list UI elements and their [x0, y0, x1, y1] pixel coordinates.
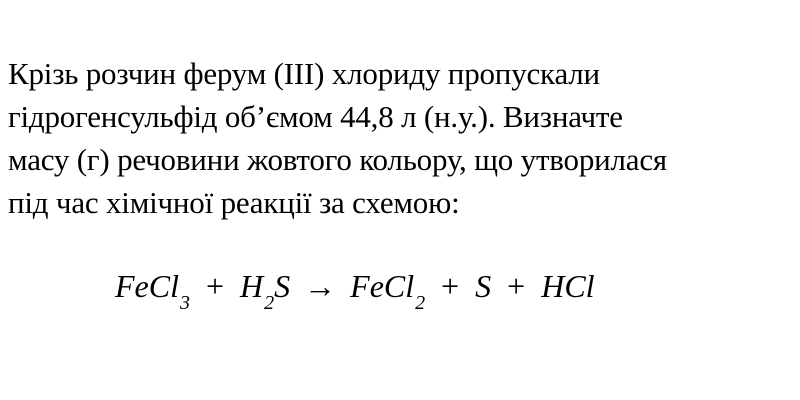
formula-text: FeCl [115, 268, 179, 304]
subscript: 2 [415, 292, 426, 314]
problem-line-3: масу (г) речовини жовтого кольору, що утворилася [8, 142, 667, 177]
plus-sign: + [507, 268, 526, 304]
formula-text: H [240, 268, 264, 304]
problem-line-4: під час хімічної реакції за схемою: [8, 185, 460, 220]
reactant-fecl3 [115, 262, 190, 315]
reaction-arrow-icon: → [304, 268, 337, 304]
product-s: S [475, 268, 492, 304]
problem-line-2: гідрогенсульфід об’ємом 44,8 л (н.у.). Визначте [8, 99, 623, 134]
plus-sign: + [205, 268, 225, 304]
problem-line-1: Крізь розчин ферум (ІІІ) хлориду пропускали [8, 56, 600, 91]
formula-text: S [274, 268, 291, 304]
reaction-equation [115, 262, 595, 315]
problem-text [8, 52, 798, 224]
plus-sign: + [441, 268, 460, 304]
subscript: 3 [179, 292, 190, 314]
product-hcl: HCl [541, 268, 595, 304]
reactant-h2s [240, 262, 290, 315]
subscript: 2 [264, 292, 275, 314]
product-fecl2 [350, 262, 425, 315]
formula-text: FeCl [350, 268, 415, 304]
